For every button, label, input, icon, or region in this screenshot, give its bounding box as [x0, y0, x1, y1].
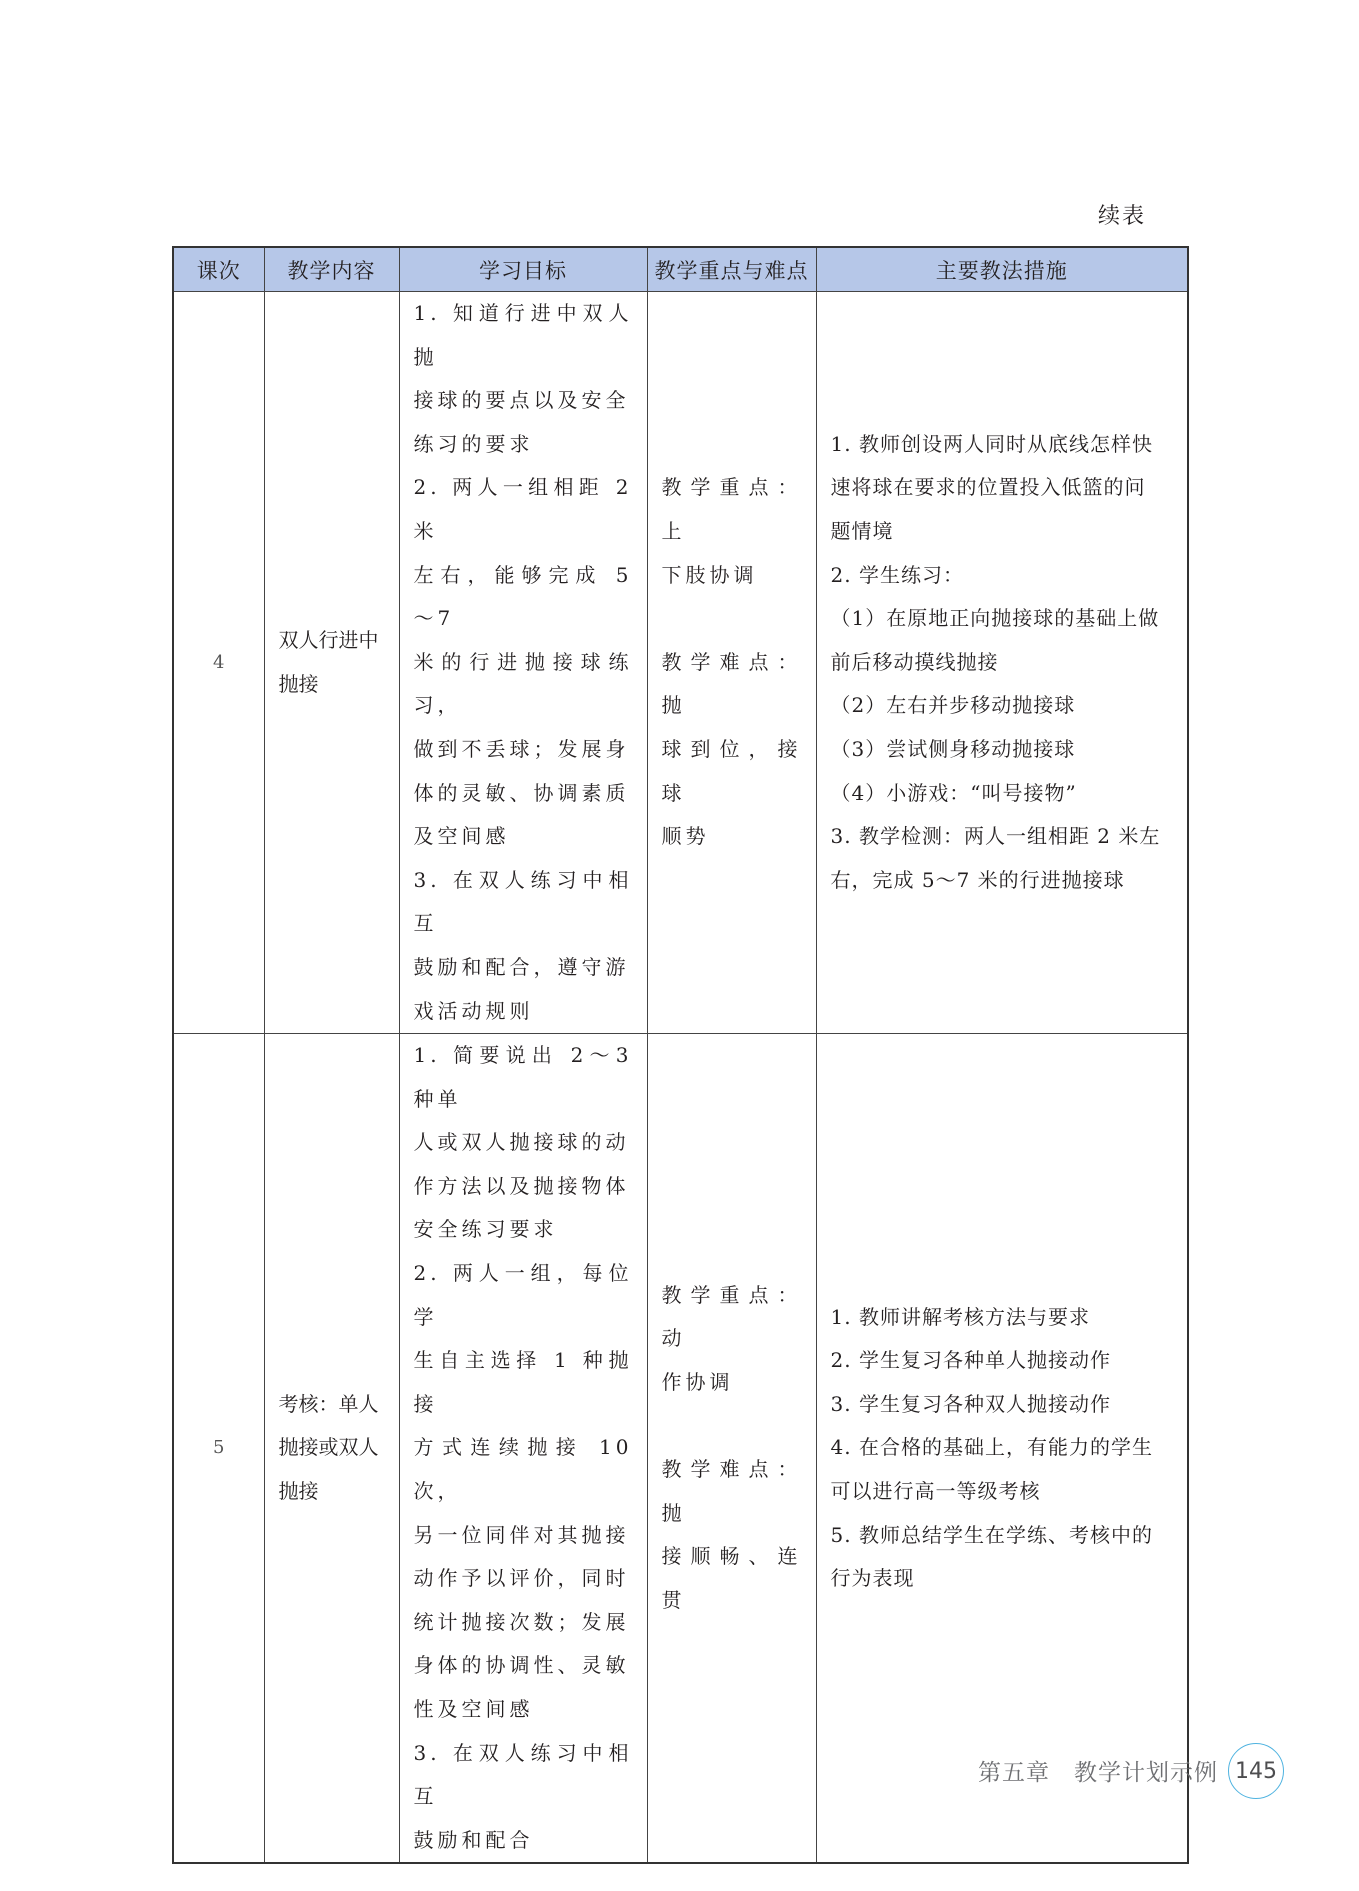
goal-line: 1. 简要说出 2～3 种单 — [413, 1043, 633, 1111]
key-points — [647, 1034, 816, 1864]
key-point-line: 教学重点：上 — [661, 475, 802, 543]
goal-line: 方式连续抛接 10 次， — [413, 1435, 633, 1504]
chapter-title: 第五章 教学计划示例 — [978, 1760, 1218, 1786]
difficulty-line: 顺势 — [661, 824, 710, 849]
method-line: 1. 教师讲解考核方法与要求 — [830, 1304, 1090, 1329]
goal-line: 3. 在双人练习中相互 — [413, 1740, 633, 1809]
method-line: 4. 在合格的基础上，有能力的学生 — [830, 1435, 1153, 1460]
goal-line: 身体的协调性、灵敏 — [413, 1653, 630, 1678]
lesson-content — [264, 292, 399, 1034]
goal-line: 戏活动规则 — [413, 998, 534, 1023]
method-line: 速将球在要求的位置投入低篮的问 — [830, 475, 1146, 500]
method-line: （1）在原地正向抛接球的基础上做 — [830, 606, 1160, 631]
content-line: 考核：单人 — [278, 1391, 379, 1416]
difficulty-line: 教学难点：抛 — [661, 1457, 802, 1525]
key-point-line: 作协调 — [661, 1370, 734, 1395]
method-line: （2）左右并步移动抛接球 — [830, 693, 1076, 718]
lesson-number: 5 — [173, 1034, 264, 1864]
goal-line: 3. 在双人练习中相互 — [413, 867, 633, 936]
goal-line: 性及空间感 — [413, 1697, 534, 1721]
page-number-text: 145 — [1235, 1758, 1277, 1784]
method-line: 可以进行高一等级考核 — [830, 1479, 1041, 1504]
continuation-label: 续表 — [1098, 204, 1147, 229]
header-methods: 主要教法措施 — [816, 247, 1188, 292]
difficulty-line: 教学难点：抛 — [661, 649, 802, 718]
method-line: 3. 学生复习各种双人抛接动作 — [830, 1391, 1111, 1416]
method-line: （4）小游戏：“叫号接物” — [830, 780, 1077, 805]
header-lesson: 课次 — [173, 247, 264, 292]
goal-line: 鼓励和配合，遵守游 — [413, 954, 630, 979]
table-row — [173, 292, 1188, 1034]
method-line: （3）尝试侧身移动抛接球 — [830, 736, 1076, 761]
content-line: 抛接 — [278, 671, 319, 696]
goal-line: 人或双人抛接球的动 — [413, 1130, 630, 1155]
method-line: 题情境 — [830, 518, 894, 543]
goal-line: 2. 两人一组，每位学 — [413, 1261, 633, 1329]
lesson-content — [264, 1034, 399, 1864]
goal-line: 2. 两人一组相距 2 米 — [413, 475, 633, 543]
goal-line: 接球的要点以及安全 — [413, 388, 630, 413]
difficulty-line: 接顺畅、连贯 — [661, 1544, 802, 1613]
method-line: 3. 教学检测：两人一组相距 2 米左 — [830, 824, 1161, 849]
key-point-line: 下肢协调 — [661, 562, 758, 587]
content-line: 抛接 — [278, 1479, 319, 1504]
lesson-number: 4 — [173, 292, 264, 1034]
key-points — [647, 292, 816, 1034]
method-line: 2. 学生练习： — [830, 562, 964, 587]
content-line: 双人行进中 — [278, 627, 379, 652]
page-number — [1228, 1743, 1284, 1799]
goal-line: 左右，能够完成 5～7 — [413, 562, 633, 631]
goal-line: 生自主选择 1 种抛接 — [413, 1348, 633, 1416]
table-header-row — [173, 247, 1188, 292]
method-line: 2. 学生复习各种单人抛接动作 — [830, 1348, 1111, 1373]
header-goals: 学习目标 — [399, 247, 647, 292]
goal-line: 鼓励和配合 — [413, 1827, 534, 1852]
method-line: 前后移动摸线抛接 — [830, 649, 999, 674]
method-line: 1. 教师创设两人同时从底线怎样快 — [830, 431, 1153, 456]
goal-line: 米的行进抛接球练习， — [413, 649, 633, 718]
difficulty-line: 球到位，接球 — [661, 736, 802, 805]
key-point-line: 教学重点：动 — [661, 1282, 802, 1351]
goal-line: 动作予以评价，同时 — [413, 1566, 630, 1591]
method-line: 行为表现 — [830, 1566, 915, 1591]
teaching-plan-table — [172, 246, 1189, 1864]
method-line: 5. 教师总结学生在学练、考核中的 — [830, 1522, 1153, 1547]
goal-line: 统计抛接次数；发展 — [413, 1609, 630, 1634]
header-content: 教学内容 — [264, 247, 399, 292]
content-line: 抛接或双人 — [278, 1435, 379, 1460]
teaching-methods — [816, 292, 1188, 1034]
method-line: 右，完成 5～7 米的行进抛接球 — [830, 867, 1125, 892]
goal-line: 1. 知道行进中双人抛 — [413, 301, 633, 369]
goal-line: 另一位同伴对其抛接 — [413, 1522, 630, 1547]
teaching-methods — [816, 1034, 1188, 1864]
goal-line: 体的灵敏、协调素质 — [413, 780, 630, 805]
table-row — [173, 1034, 1188, 1864]
learning-goals — [399, 292, 647, 1034]
goal-line: 安全练习要求 — [413, 1217, 558, 1242]
learning-goals — [399, 1034, 647, 1864]
goal-line: 及空间感 — [413, 824, 510, 849]
header-key-points: 教学重点与难点 — [647, 247, 816, 292]
goal-line: 作方法以及抛接物体 — [413, 1173, 630, 1198]
goal-line: 做到不丢球；发展身 — [413, 736, 630, 761]
goal-line: 练习的要求 — [413, 431, 534, 456]
